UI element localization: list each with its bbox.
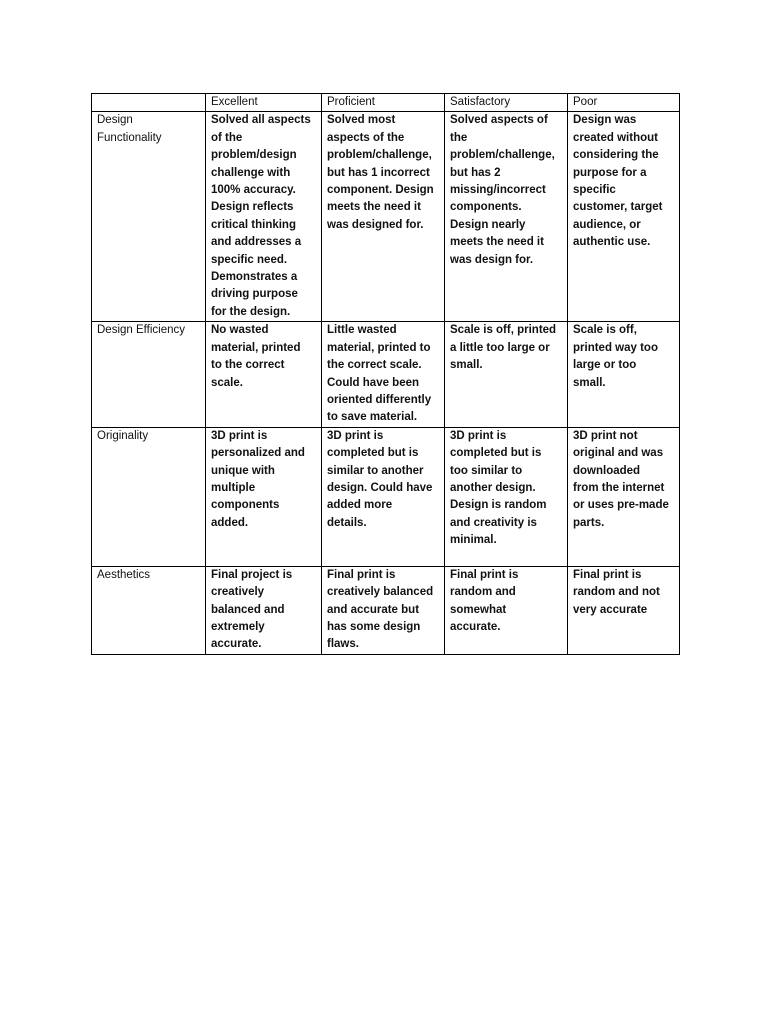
cell-text: 3D print is personalized and unique with multiple components added. bbox=[211, 429, 305, 529]
cell-text: Final print is random and somewhat accurate. bbox=[450, 568, 519, 633]
cell-text: 3D print not original and was downloaded from the internet or uses pre-made parts. bbox=[573, 429, 669, 529]
cell-proficient bbox=[322, 112, 445, 322]
table-row bbox=[92, 566, 680, 654]
table-header-row bbox=[92, 94, 680, 112]
cell-excellent bbox=[206, 566, 322, 654]
table-row bbox=[92, 427, 680, 566]
header-satisfactory: Satisfactory bbox=[445, 94, 568, 112]
cell-text: 3D print is completed but is too similar to another design. Design is random and creativity is minimal. bbox=[450, 429, 547, 547]
cell-text: Aesthetics bbox=[97, 568, 151, 581]
row-label-design-functionality bbox=[92, 112, 206, 322]
row-label-originality bbox=[92, 427, 206, 566]
cell-poor bbox=[568, 322, 680, 427]
table-row bbox=[92, 112, 680, 322]
cell-text: Design Functionality bbox=[97, 114, 162, 144]
cell-satisfactory bbox=[445, 112, 568, 322]
cell-excellent bbox=[206, 322, 322, 427]
cell-satisfactory bbox=[445, 427, 568, 566]
cell-excellent bbox=[206, 112, 322, 322]
cell-text: Final print is creatively balanced and accurate but has some design flaws. bbox=[327, 568, 434, 651]
header-criteria bbox=[92, 94, 206, 112]
cell-poor bbox=[568, 566, 680, 654]
rubric-table bbox=[91, 93, 680, 655]
cell-text: Solved most aspects of the problem/challenge, but has 1 incorrect component. Design meets the need it was designed for. bbox=[327, 114, 434, 231]
cell-excellent bbox=[206, 427, 322, 566]
cell-text: Solved all aspects of the problem/design challenge with 100% accuracy. Design reflects critical thinking and addresses a specific need. Demonstrates a driving purpose for the design. bbox=[211, 114, 311, 318]
row-label-aesthetics bbox=[92, 566, 206, 654]
cell-proficient bbox=[322, 427, 445, 566]
cell-proficient bbox=[322, 322, 445, 427]
cell-text: Scale is off, printed a little too large or small. bbox=[450, 324, 557, 372]
cell-text: Solved aspects of the problem/challenge, but has 2 missing/incorrect components. Design nearly meets the need it was design for. bbox=[450, 114, 555, 266]
cell-proficient bbox=[322, 566, 445, 654]
cell-text: No wasted material, printed to the correct scale. bbox=[211, 324, 301, 389]
cell-text: Originality bbox=[97, 429, 149, 442]
header-poor: Poor bbox=[568, 94, 680, 112]
cell-text: Scale is off, printed way too large or too small. bbox=[573, 324, 658, 389]
cell-poor bbox=[568, 427, 680, 566]
cell-text: Final project is creatively balanced and extremely accurate. bbox=[211, 568, 293, 651]
header-proficient: Proficient bbox=[322, 94, 445, 112]
cell-text: Design was created without considering the purpose for a specific customer, target audience, or authentic use. bbox=[573, 114, 663, 249]
cell-text: Design Efficiency bbox=[97, 324, 185, 337]
row-label-design-efficiency bbox=[92, 322, 206, 427]
cell-poor bbox=[568, 112, 680, 322]
cell-satisfactory bbox=[445, 322, 568, 427]
header-excellent: Excellent bbox=[206, 94, 322, 112]
cell-satisfactory bbox=[445, 566, 568, 654]
cell-text: 3D print is completed but is similar to another design. Could have added more details. bbox=[327, 429, 433, 529]
cell-text: Final print is random and not very accurate bbox=[573, 568, 660, 616]
table-row bbox=[92, 322, 680, 427]
cell-text: Little wasted material, printed to the correct scale. Could have been oriented differently to save material. bbox=[327, 324, 432, 424]
